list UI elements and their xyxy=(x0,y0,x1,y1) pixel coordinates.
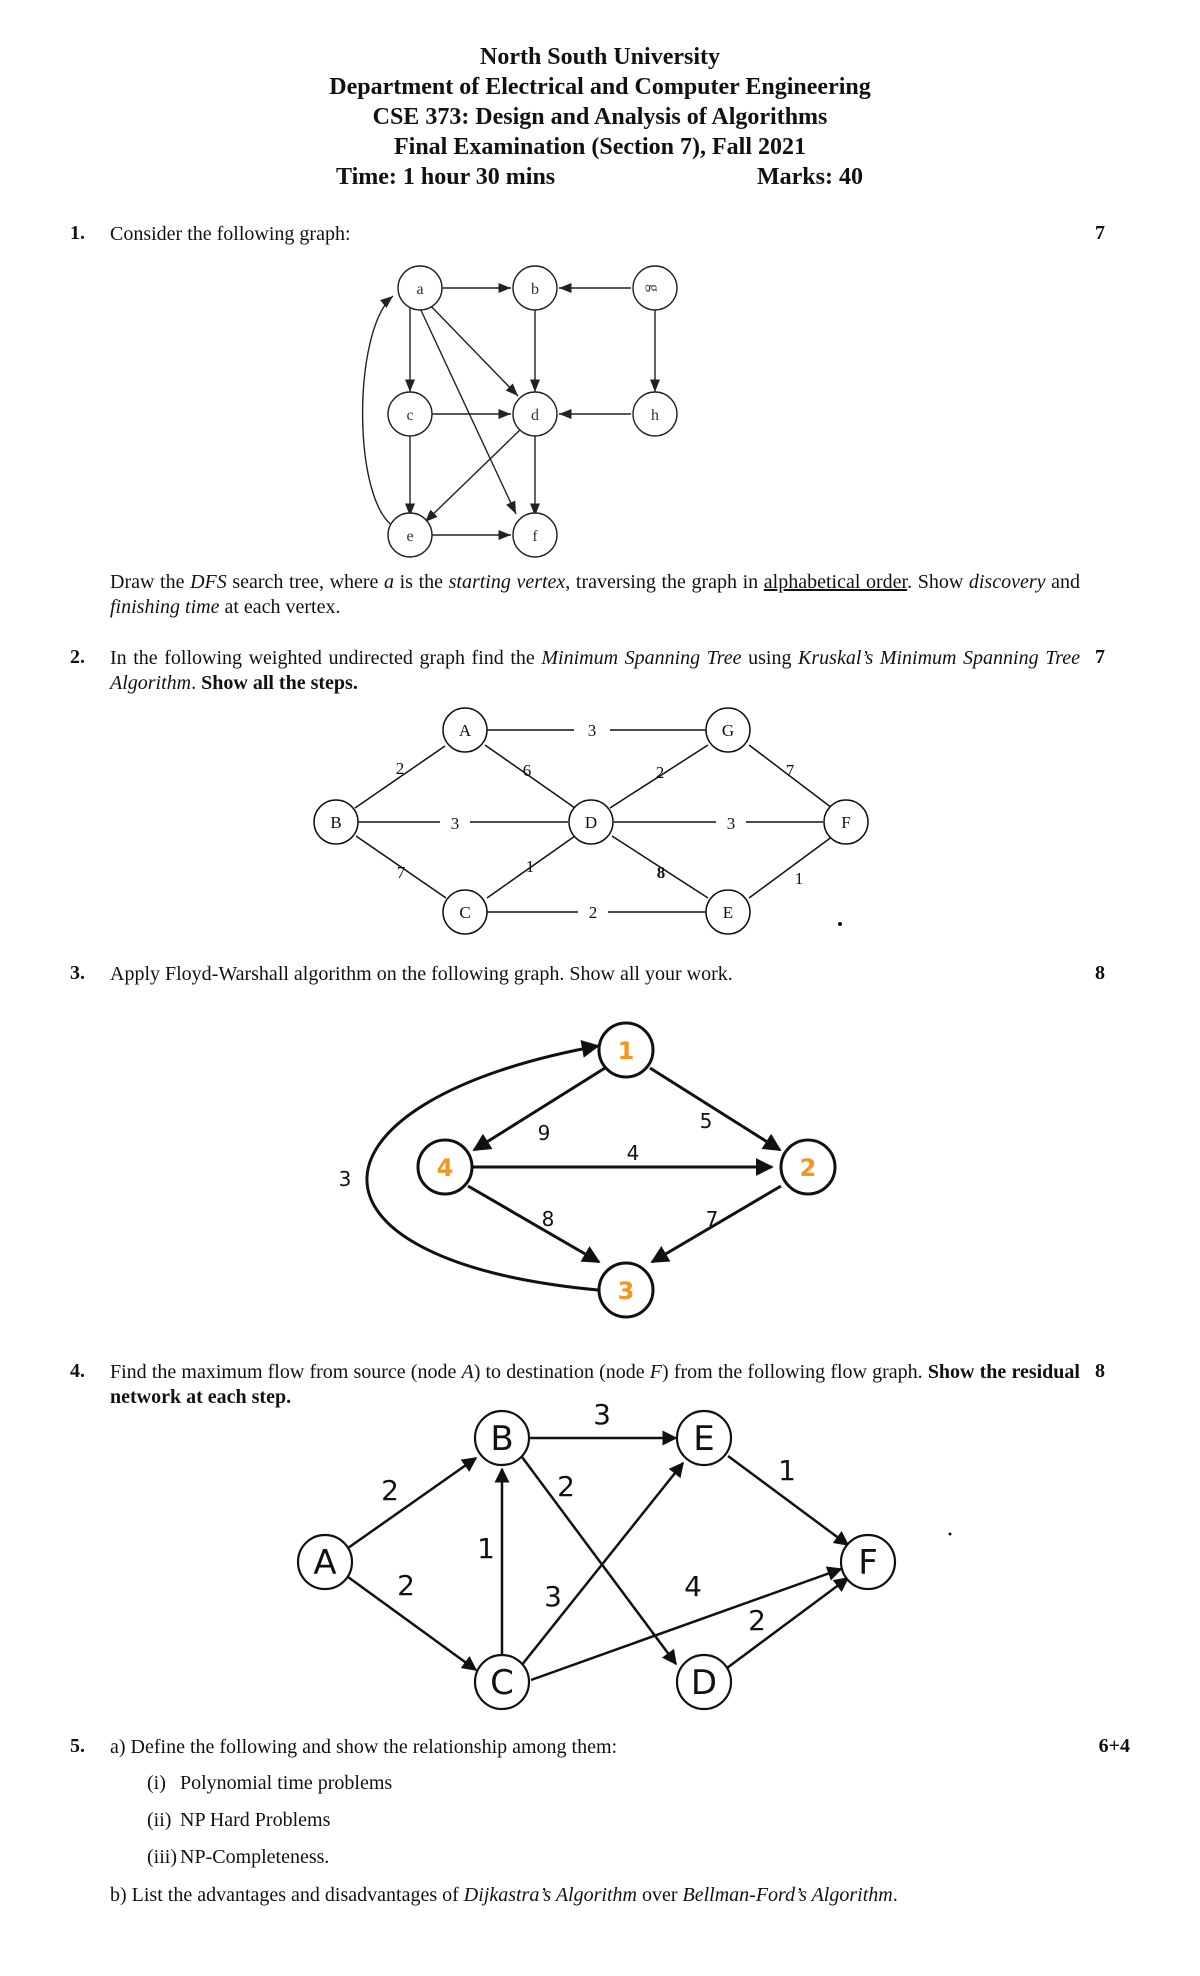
q3-weight-1-2: 5 xyxy=(699,1109,713,1133)
exam-title: Final Examination (Section 7), Fall 2021 xyxy=(393,134,806,160)
q1-label-b: b xyxy=(531,281,539,298)
q3-text: Apply Floyd-Warshall algorithm on the following graph. Show all your work. xyxy=(110,963,733,985)
q4-marks: 8 xyxy=(1095,1360,1105,1382)
q2-weight-A-D: 6 xyxy=(522,761,532,780)
q3-number: 3. xyxy=(70,962,85,984)
q4-label-B: B xyxy=(490,1419,514,1459)
q2-number: 2. xyxy=(70,646,85,668)
q1-instructions: Draw the DFS search tree, where a is the starting vertex, traversing the graph in alphabetical order. Show discovery and finishing time at each vertex. xyxy=(110,571,1080,618)
q3-weight-1-4: 9 xyxy=(537,1121,551,1145)
q3-label-3: 3 xyxy=(617,1277,635,1305)
q2-weight-B-D: 3 xyxy=(450,814,460,833)
q2-weight-B-C: 7 xyxy=(396,863,406,882)
q5-part-a: a) Define the following and show the relationship among them: xyxy=(110,1736,618,1758)
q1-label-g: g xyxy=(645,284,662,292)
q1-marks: 7 xyxy=(1095,222,1105,244)
q2-marks: 7 xyxy=(1095,646,1105,668)
q2-label-F: F xyxy=(841,813,851,832)
q4-weight-B-E: 3 xyxy=(593,1398,611,1431)
q4-weight-C-B: 1 xyxy=(477,1532,495,1565)
q2-label-G: G xyxy=(721,721,735,740)
exam-total-marks: Marks: 40 xyxy=(757,164,863,190)
university-name: North South University xyxy=(479,44,720,70)
q2-label-D: D xyxy=(584,813,598,832)
q2-weight-B-A: 2 xyxy=(395,759,405,778)
q2-label-E: E xyxy=(722,903,734,922)
q2-weight-E-F: 1 xyxy=(794,869,804,888)
q4-weight-C-F: 4 xyxy=(684,1570,702,1603)
q1-label-h: h xyxy=(651,407,659,424)
q1-label-e: e xyxy=(406,528,414,545)
q5-item-1-text: Polynomial time problems xyxy=(180,1772,393,1794)
q3-weight-4-2: 4 xyxy=(626,1141,640,1165)
q4-label-D: D xyxy=(690,1663,718,1703)
q4-weight-D-F: 2 xyxy=(748,1604,766,1637)
q3-label-1: 1 xyxy=(617,1037,635,1065)
department-name: Department of Electrical and Computer Engineering xyxy=(329,74,871,100)
q5-number: 5. xyxy=(70,1735,85,1757)
q2-weight-D-F: 3 xyxy=(726,814,736,833)
q2-text: In the following weighted undirected graph find the Minimum Spanning Tree using Kruskal’s Minimum Spanning Tree Algorithm. Show all the steps. xyxy=(110,647,1081,694)
q4-label-F: F xyxy=(858,1543,878,1583)
q4-weight-E-F: 1 xyxy=(778,1454,796,1487)
q1-intro: Consider the following graph: xyxy=(110,223,351,245)
q3-weight-3-1: 3 xyxy=(338,1167,352,1191)
q2-weight-G-F: 7 xyxy=(785,761,795,780)
q2-label-A: A xyxy=(458,721,472,740)
q3-label-4: 4 xyxy=(436,1154,454,1182)
q4-label-C: C xyxy=(490,1663,514,1703)
q5-item-3-num: (iii) xyxy=(147,1846,177,1868)
q1-label-c: c xyxy=(406,407,414,424)
q3-marks: 8 xyxy=(1095,962,1105,984)
q5-item-2-num: (ii) xyxy=(147,1809,172,1831)
q3-weight-4-3: 8 xyxy=(541,1207,555,1231)
q4-edge-A-B xyxy=(348,1458,476,1548)
q4-weight-C-E: 3 xyxy=(544,1580,562,1613)
q1-label-f: f xyxy=(532,528,538,545)
course-title: CSE 373: Design and Analysis of Algorithms xyxy=(372,104,828,130)
q4-label-E: E xyxy=(693,1419,715,1459)
q4-label-A: A xyxy=(313,1543,337,1583)
q2-weight-A-G: 3 xyxy=(587,721,597,740)
q4-weight-A-C: 2 xyxy=(397,1569,415,1602)
q5-item-3-text: NP-Completeness. xyxy=(180,1846,330,1868)
q1-label-a: a xyxy=(416,281,424,298)
q2-weight-D-G: 2 xyxy=(655,763,665,782)
q1-label-d: d xyxy=(531,407,539,424)
q4-weight-B-D: 2 xyxy=(557,1470,575,1503)
q2-label-C: C xyxy=(459,903,471,922)
q2-weight-C-E: 2 xyxy=(588,903,598,922)
q1-number: 1. xyxy=(70,222,85,244)
q2-label-B: B xyxy=(330,813,342,832)
q4-weight-A-B: 2 xyxy=(381,1474,399,1507)
q2-weight-C-D: 1 xyxy=(525,857,535,876)
q5-marks: 6+4 xyxy=(1098,1735,1130,1757)
exam-time: Time: 1 hour 30 mins xyxy=(336,164,556,190)
q5-item-2-text: NP Hard Problems xyxy=(180,1809,331,1831)
q4-number: 4. xyxy=(70,1360,85,1382)
q5-item-1-num: (i) xyxy=(147,1772,166,1794)
q4-edge-D-F xyxy=(727,1578,848,1668)
q2-weight-D-E: 8 xyxy=(656,863,666,882)
q4-text: Find the maximum flow from source (node A) to destination (node F) from the following flow graph. Show the residual network at each step. xyxy=(110,1361,1080,1408)
q5-part-b: b) List the advantages and disadvantages of Dijkastra’s Algorithm over Bellman-Ford’s Algorithm. xyxy=(110,1884,898,1906)
q3-label-2: 2 xyxy=(799,1154,817,1182)
q3-weight-2-3: 7 xyxy=(705,1207,719,1231)
q4-edge-B-D xyxy=(522,1457,676,1664)
q4-stray-dot xyxy=(949,1533,952,1536)
